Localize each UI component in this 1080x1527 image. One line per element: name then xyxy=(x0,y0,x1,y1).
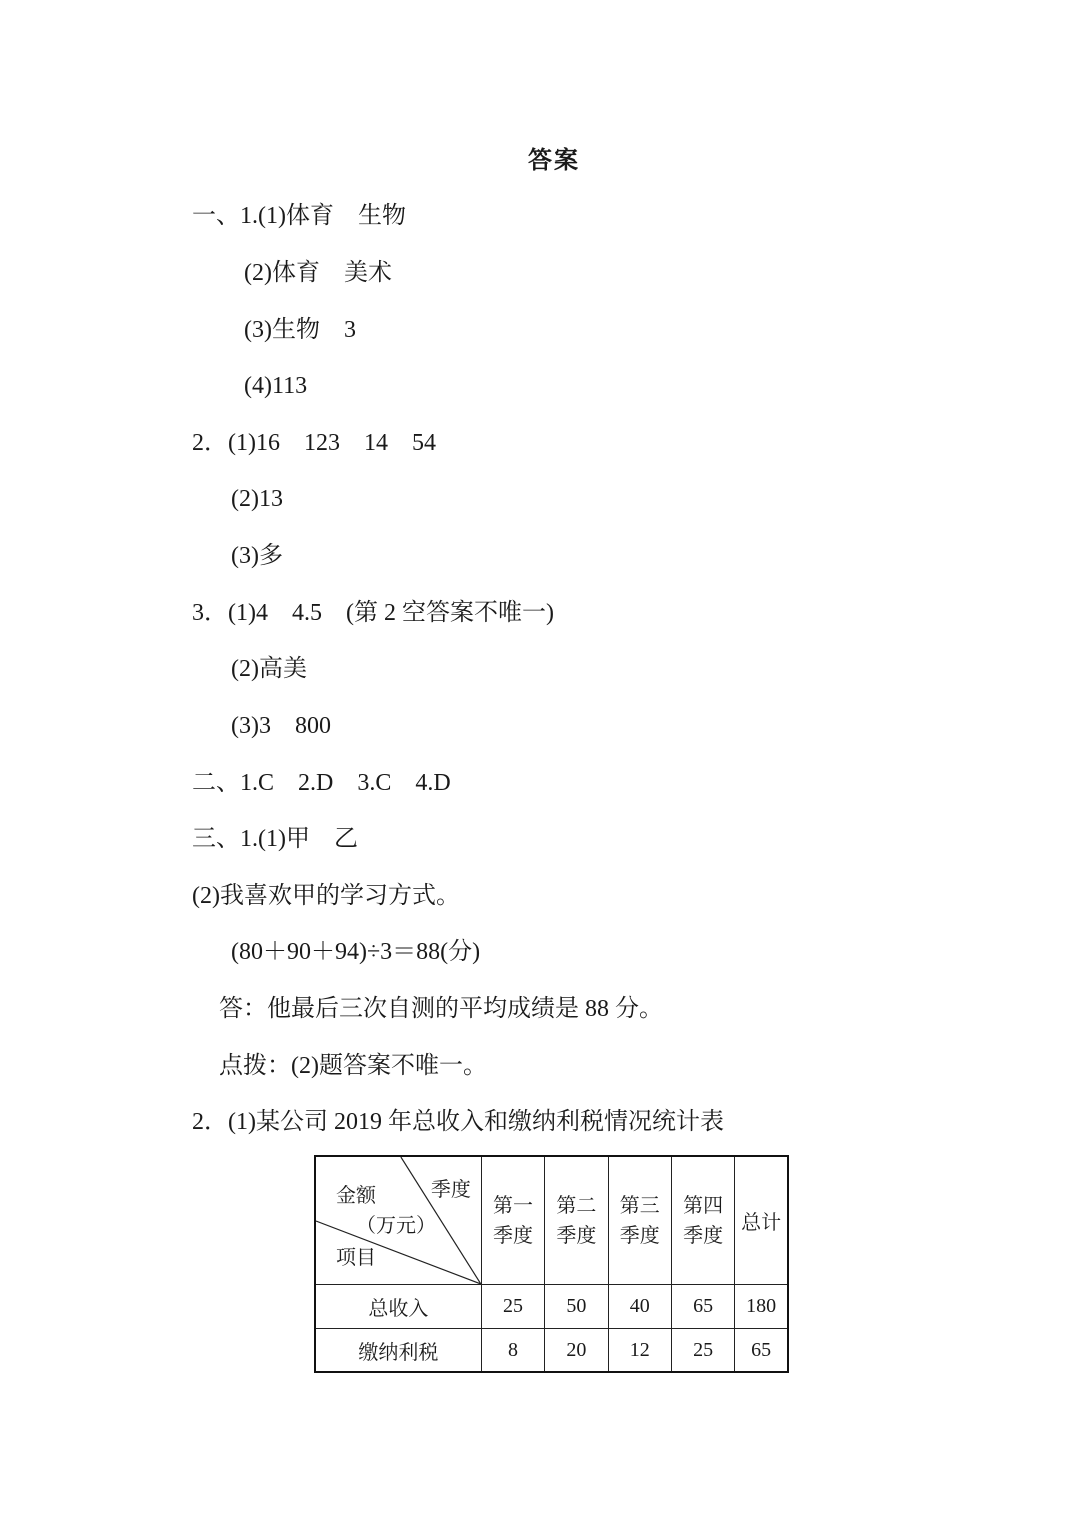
answer-line-3: (3)生物 3 xyxy=(244,317,356,343)
table-row xyxy=(315,1285,788,1329)
header-q4-line2: 季度 xyxy=(683,1224,724,1247)
table-cell: 25 xyxy=(671,1329,734,1373)
answer-line-15: 答：他最后三次自测的平均成绩是 88 分。 xyxy=(219,996,663,1022)
answer-line-7: (3)多 xyxy=(231,543,283,569)
header-q3 xyxy=(608,1156,671,1285)
answer-line-16: 点拨：(2)题答案不唯一。 xyxy=(219,1053,487,1079)
table-cell: 65 xyxy=(735,1329,788,1373)
answer-line-5: 2．(1)16 123 14 54 xyxy=(192,430,436,456)
table-cell: 8 xyxy=(481,1329,544,1373)
answer-line-6: (2)13 xyxy=(231,486,283,512)
table-cell: 50 xyxy=(545,1285,608,1329)
corner-label-unit: （万元） xyxy=(356,1215,436,1237)
corner-label-item: 项目 xyxy=(336,1247,376,1269)
table-cell: 40 xyxy=(608,1285,671,1329)
answer-line-4: (4)113 xyxy=(244,373,308,399)
header-total: 总计 xyxy=(735,1156,788,1285)
header-q4 xyxy=(671,1156,734,1285)
table-cell: 25 xyxy=(481,1285,544,1329)
answer-line-14: (80＋90＋94)÷3＝88(分) xyxy=(231,939,481,965)
header-q4-line1: 第四 xyxy=(683,1194,724,1217)
table-cell: 20 xyxy=(545,1329,608,1373)
header-q1-line2: 季度 xyxy=(493,1224,534,1247)
header-q1-line1: 第一 xyxy=(493,1194,534,1217)
answer-line-13: (2)我喜欢甲的学习方式。 xyxy=(192,883,460,909)
answer-line-10: (3)3 800 xyxy=(231,713,331,739)
table-cell: 180 xyxy=(735,1285,788,1329)
page-title: 答案 xyxy=(528,148,580,174)
table-corner-cell xyxy=(315,1156,481,1285)
answer-line-11: 二、1.C 2.D 3.C 4.D xyxy=(192,770,451,796)
answer-line-2: (2)体育 美术 xyxy=(244,260,392,286)
row-label-taxes: 缴纳利税 xyxy=(315,1329,481,1373)
header-q2-line2: 季度 xyxy=(556,1224,597,1247)
header-q1 xyxy=(481,1156,544,1285)
header-q2 xyxy=(545,1156,608,1285)
answer-line-17: 2．(1)某公司 2019 年总收入和缴纳利税情况统计表 xyxy=(192,1109,724,1135)
statistics-table xyxy=(314,1155,789,1373)
header-q2-line1: 第二 xyxy=(556,1194,597,1217)
row-label-total-income: 总收入 xyxy=(315,1285,481,1329)
corner-label-amount: 金额 xyxy=(336,1185,376,1207)
answer-line-8: 3．(1)4 4.5 (第 2 空答案不唯一) xyxy=(192,600,554,626)
answer-line-1: 一、1.(1)体育 生物 xyxy=(192,203,406,229)
corner-label-quarter: 季度 xyxy=(430,1179,471,1201)
header-q3-line1: 第三 xyxy=(619,1194,660,1217)
table-cell: 12 xyxy=(608,1329,671,1373)
answer-line-12: 三、1.(1)甲 乙 xyxy=(192,826,358,852)
answer-line-9: (2)高美 xyxy=(231,656,307,682)
header-q3-line2: 季度 xyxy=(619,1224,660,1247)
table-header-row xyxy=(315,1156,788,1285)
table-cell: 65 xyxy=(671,1285,734,1329)
table-row xyxy=(315,1329,788,1373)
